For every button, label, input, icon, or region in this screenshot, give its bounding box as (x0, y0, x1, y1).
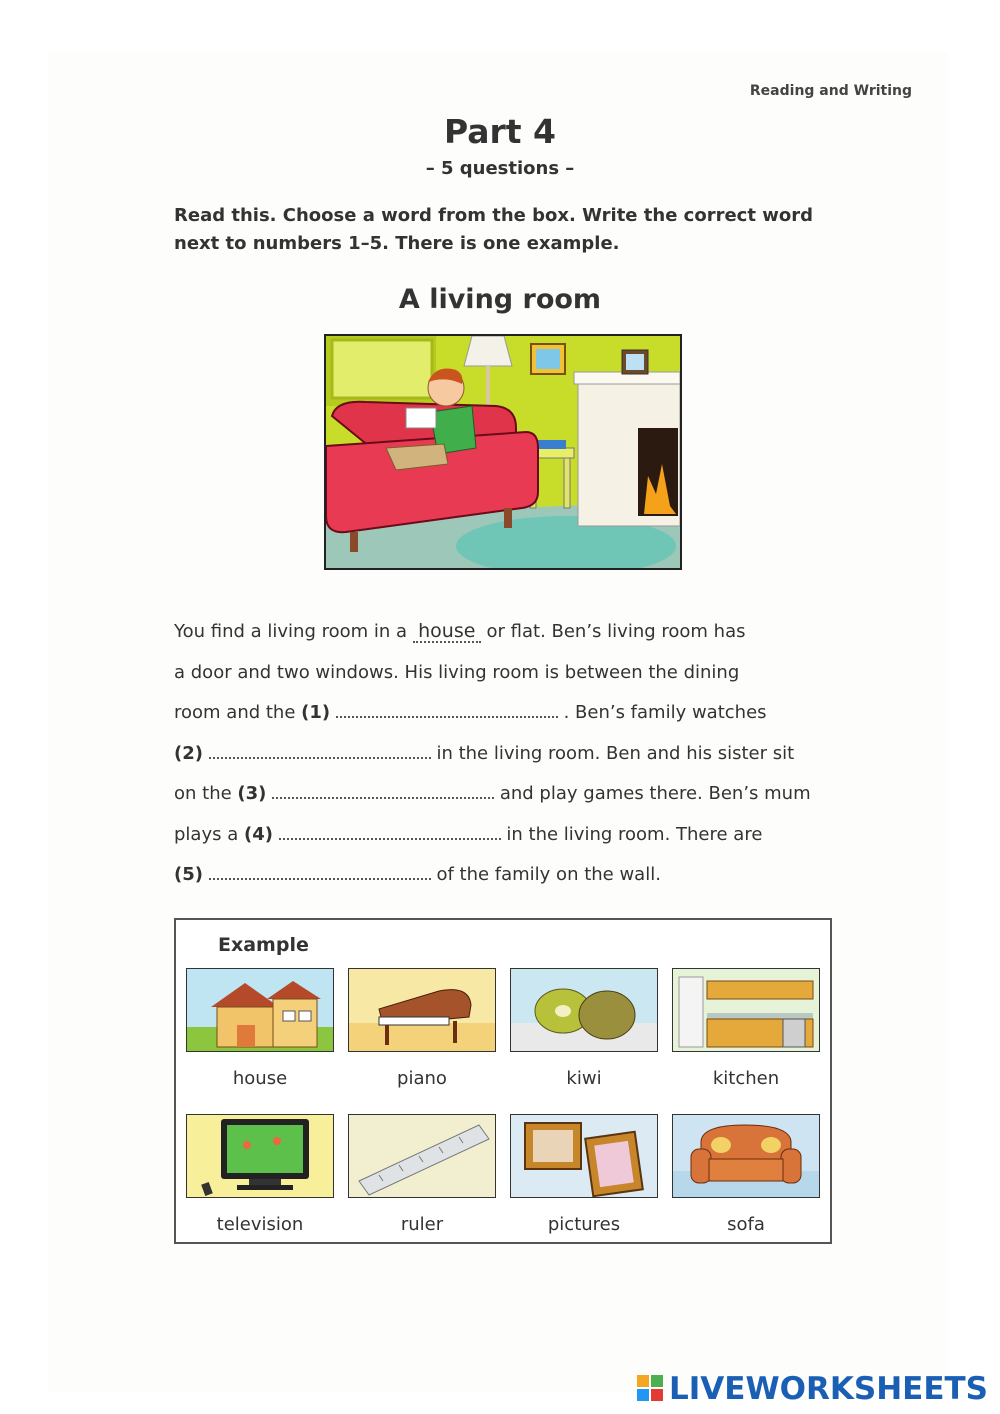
word-box (174, 918, 832, 1244)
word-card-television (186, 1114, 334, 1235)
word-label: piano (397, 1068, 447, 1089)
instructions: Read this. Choose a word from the box. Write the correct word next to numbers 1–5. There is one example. (174, 205, 813, 254)
ruler-picture (348, 1114, 496, 1198)
pictures-picture (510, 1114, 658, 1198)
piano-picture (348, 968, 496, 1052)
question-number: (3) (237, 783, 267, 804)
house-picture (186, 968, 334, 1052)
page-title: Part 4 (443, 112, 557, 151)
passage-line: (2) in the living room. Ben and his sister sit (174, 734, 834, 775)
word-card-kitchen (672, 968, 820, 1089)
word-card-sofa (672, 1114, 820, 1235)
answer-blank-4[interactable] (279, 820, 501, 840)
question-number: (2) (174, 742, 203, 764)
word-label: house (232, 1068, 288, 1089)
story-passage (174, 612, 834, 896)
passage-line: on the (3) and play games there. Ben’s mum (174, 774, 834, 815)
answer-blank-5[interactable] (209, 860, 431, 880)
word-label: kitchen (712, 1068, 780, 1089)
word-card-ruler (348, 1114, 496, 1235)
word-label: sofa (727, 1214, 765, 1235)
question-number: (4) (243, 823, 273, 845)
answer-blank-3[interactable] (272, 779, 494, 799)
word-label: kiwi (566, 1068, 602, 1089)
question-number: (5) (174, 864, 203, 885)
section-label: Reading and Writing (749, 83, 912, 99)
liveworksheets-logo (637, 1372, 988, 1406)
example-answer: house (413, 621, 481, 643)
living-room-illustration (324, 334, 682, 570)
kitchen-picture (672, 968, 820, 1052)
word-card-kiwi (510, 968, 658, 1089)
passage-line: (5) of the family on the wall. (174, 855, 834, 896)
television-picture (186, 1114, 334, 1198)
word-card-pictures (510, 1114, 658, 1235)
passage-line: plays a (4) in the living room. There are (174, 815, 834, 856)
passage-line: a door and two windows. His living room is between the dining (174, 661, 740, 683)
answer-blank-2[interactable] (209, 739, 431, 759)
example-label: Example (218, 934, 309, 956)
word-label: ruler (400, 1214, 444, 1235)
word-label: pictures (547, 1214, 621, 1235)
kiwi-picture (510, 968, 658, 1052)
passage-line: You find a living room in a house or flat. Ben’s living room has (174, 620, 746, 642)
page-subtitle: – 5 questions – (425, 158, 575, 179)
sofa-picture (672, 1114, 820, 1198)
logo-mark-icon (637, 1375, 665, 1403)
word-card-piano (348, 968, 496, 1089)
question-number: (1) (301, 702, 331, 723)
word-card-house (186, 968, 334, 1089)
answer-blank-1[interactable] (336, 698, 558, 718)
logo-text: LIVEWORKSHEETS (669, 1371, 988, 1407)
word-label: television (216, 1214, 304, 1235)
passage-line: room and the (1) . Ben’s family watches (174, 693, 834, 734)
story-title: A living room (398, 284, 602, 315)
